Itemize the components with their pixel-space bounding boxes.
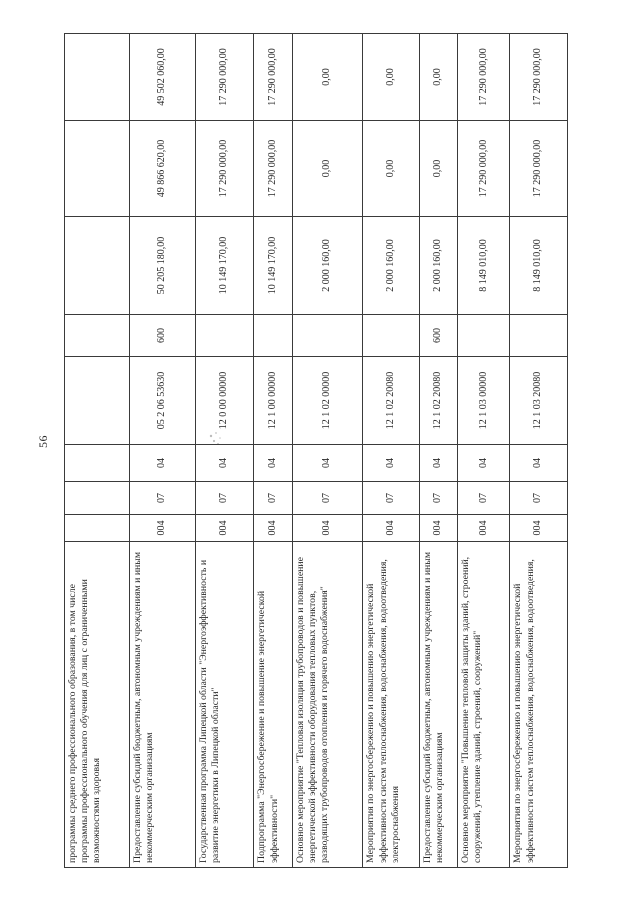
row-section-code: 07 <box>254 482 292 515</box>
table-row <box>65 34 130 868</box>
row-description: Мероприятия по энергосбережению и повышению энергетической эффективности систем теплоснабжения, водоснабжения, водоотведения, электроснабжения <box>363 542 419 868</box>
row-expense-type: 600 <box>419 315 457 357</box>
row-amount-2: 17 290 000,00 <box>196 121 254 217</box>
row-section-code: 07 <box>363 482 419 515</box>
row-subsection-code: 04 <box>129 445 196 482</box>
row-description: Государственная программа Липецкой области "Энергоэффективность и развитие энергетики в Липецкой области" <box>196 542 254 868</box>
row-expense-type <box>254 315 292 357</box>
table-row <box>419 34 457 868</box>
table-row <box>129 34 196 868</box>
row-admin-code: 004 <box>419 515 457 542</box>
row-target-article <box>65 357 130 445</box>
rotated-table-container <box>64 34 568 868</box>
table-row <box>196 34 254 868</box>
row-section-code: 07 <box>510 482 568 515</box>
row-target-article: 12 1 02 20080 <box>363 357 419 445</box>
row-expense-type <box>510 315 568 357</box>
row-admin-code: 004 <box>129 515 196 542</box>
row-amount-3 <box>65 34 130 121</box>
row-target-article: 12 1 02 00000 <box>292 357 363 445</box>
row-target-article: 12 0 00 00000 <box>196 357 254 445</box>
row-section-code: 07 <box>292 482 363 515</box>
row-subsection-code: 04 <box>458 445 510 482</box>
row-expense-type: 600 <box>129 315 196 357</box>
row-admin-code: 004 <box>292 515 363 542</box>
row-section-code: 07 <box>196 482 254 515</box>
row-amount-3: 0,00 <box>419 34 457 121</box>
row-amount-1 <box>65 217 130 315</box>
row-target-article: 12 1 00 00000 <box>254 357 292 445</box>
row-amount-3: 17 290 000,00 <box>510 34 568 121</box>
row-section-code: 07 <box>458 482 510 515</box>
row-expense-type <box>458 315 510 357</box>
row-amount-2: 17 290 000,00 <box>510 121 568 217</box>
table-row <box>254 34 292 868</box>
row-admin-code: 004 <box>196 515 254 542</box>
row-amount-3: 17 290 000,00 <box>458 34 510 121</box>
table-row <box>458 34 510 868</box>
row-description: Подпрограмма "Энергосбережение и повышение энергетической эффективности" <box>254 542 292 868</box>
row-amount-1: 10 149 170,00 <box>254 217 292 315</box>
row-target-article: 12 1 03 00000 <box>458 357 510 445</box>
page-number: 56 <box>36 435 50 448</box>
row-amount-1: 8 149 010,00 <box>458 217 510 315</box>
row-description: Предоставление субсидий бюджетным, автономным учреждениям и иным некоммерческим организациям <box>419 542 457 868</box>
row-expense-type <box>196 315 254 357</box>
row-subsection-code: 04 <box>419 445 457 482</box>
row-description: Основное мероприятие "Повышение тепловой защиты зданий, строений, сооружений, утепление зданий, строений, сооружений" <box>458 542 510 868</box>
row-admin-code: 004 <box>254 515 292 542</box>
row-expense-type <box>363 315 419 357</box>
row-description: Мероприятия по энергосбережению и повышению энергетической эффективности систем теплоснабжения, водоснабжения, водоотведения, <box>510 542 568 868</box>
row-expense-type <box>65 315 130 357</box>
row-admin-code <box>65 515 130 542</box>
row-amount-2: 0,00 <box>419 121 457 217</box>
row-amount-3: 49 502 060,00 <box>129 34 196 121</box>
row-target-article: 12 1 03 20080 <box>510 357 568 445</box>
row-amount-2 <box>65 121 130 217</box>
row-amount-2: 17 290 000,00 <box>458 121 510 217</box>
row-section-code <box>65 482 130 515</box>
row-subsection-code: 04 <box>363 445 419 482</box>
row-subsection-code: 04 <box>196 445 254 482</box>
row-subsection-code: 04 <box>292 445 363 482</box>
row-amount-1: 2 000 160,00 <box>292 217 363 315</box>
row-amount-3: 17 290 000,00 <box>254 34 292 121</box>
row-subsection-code: 04 <box>254 445 292 482</box>
row-amount-3: 0,00 <box>292 34 363 121</box>
row-amount-1: 2 000 160,00 <box>363 217 419 315</box>
row-amount-2: 0,00 <box>363 121 419 217</box>
row-amount-1: 50 205 180,00 <box>129 217 196 315</box>
table-row <box>292 34 363 868</box>
row-target-article: 12 1 02 20080 <box>419 357 457 445</box>
row-subsection-code <box>65 445 130 482</box>
row-description: программы среднего профессионального образования, в том числе программы профессионального обучения для лиц с ограниченными возможностями здоровья <box>65 542 130 868</box>
row-description: Основное мероприятие "Тепловая изоляция трубопроводов и повышение энергетической эффективности оборудования тепловых пунктов, разводящих трубопроводов отопления и горячего водоснабжения" <box>292 542 363 868</box>
table-row <box>510 34 568 868</box>
row-amount-3: 0,00 <box>363 34 419 121</box>
row-amount-1: 8 149 010,00 <box>510 217 568 315</box>
row-subsection-code: 04 <box>510 445 568 482</box>
row-amount-3: 17 290 000,00 <box>196 34 254 121</box>
row-section-code: 07 <box>419 482 457 515</box>
row-amount-1: 10 149 170,00 <box>196 217 254 315</box>
row-amount-1: 2 000 160,00 <box>419 217 457 315</box>
row-admin-code: 004 <box>363 515 419 542</box>
row-admin-code: 004 <box>510 515 568 542</box>
row-target-article: 05 2 06 53630 <box>129 357 196 445</box>
row-admin-code: 004 <box>458 515 510 542</box>
row-section-code: 07 <box>129 482 196 515</box>
row-expense-type <box>292 315 363 357</box>
row-amount-2: 49 866 620,00 <box>129 121 196 217</box>
budget-table <box>64 33 568 868</box>
row-amount-2: 17 290 000,00 <box>254 121 292 217</box>
row-description: Предоставление субсидий бюджетным, автономным учреждениям и иным некоммерческим организациям <box>129 542 196 868</box>
table-row <box>363 34 419 868</box>
row-amount-2: 0,00 <box>292 121 363 217</box>
